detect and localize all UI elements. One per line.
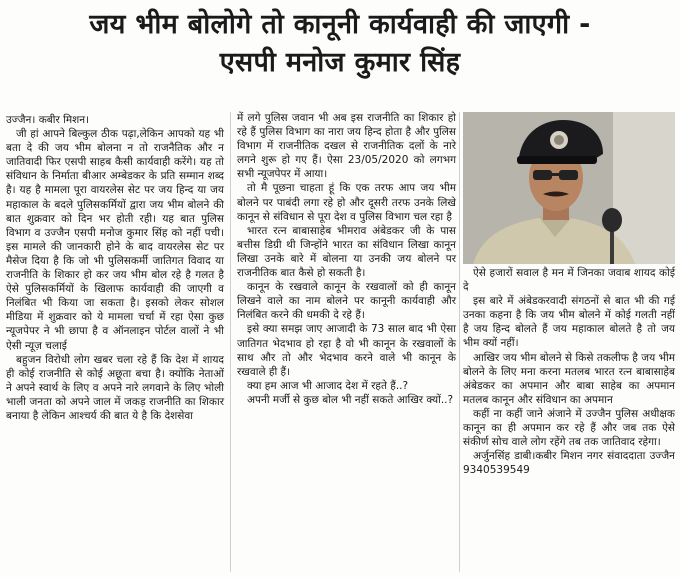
article-column-1: [6, 113, 224, 423]
paragraph: में लगे पुलिस जवान भी अब इस राजनीति का शिकार हो रहे हैं पुलिस विभाग का नारा जय हिन्द होता है और पुलिस विभाग में राजनीतिक दखल से राजनीतिक दलों के नारे लगने शुरू हो गए हैं। ऐसा 23/05/2020 को लगभग सभी न्यूजपेपर में आया।: [237, 112, 456, 181]
paragraph: इसे क्या समझ जाए आजादी के 73 साल बाद भी ऐसा जातिगत भेदभाव हो रहा है वो भी कानून के रखवालों के साथ और तो और भेदभाव करने वाले भी कानून के रखवाले ही हैं।: [237, 323, 456, 378]
column-divider: [459, 112, 460, 572]
sp-portrait-photo: [463, 112, 675, 264]
paragraph: कानून के रखवाले कानून के रखवालों को ही कानून लिखने वाले का नाम बोलने पर कानूनी कार्यवाही और निलंबित करने की धमकी दे रहे हैं।: [237, 281, 456, 322]
article-column-3: [463, 266, 675, 477]
column-divider: [230, 112, 231, 572]
paragraph: ऐसे हजारों सवाल है मन में जिनका जवाब शायद कोई दे: [463, 267, 675, 294]
paragraph: तो मै पूछना चाहता हूं कि एक तरफ आप जय भीम बोलने पर पाबंदी लगा रहे हो और दूसरी तरफ उनके लिखे कानून से संविधान से पूरा देश व पुलिस विभाग चल रहा है: [237, 182, 456, 223]
paragraph: इस बारे में अंबेडकरवादी संगठनों से बात भी की गई उनका कहना है कि जय भीम बोलने में कोई गलती नहीं है जय हिन्द बोलते हैं जय महाकाल बोलते है तो जय भीम क्यों नहीं।: [463, 295, 675, 350]
reporter-byline: अर्जुनसिंह डाबी।कबीर मिशन नगर संवाददाता उज्जैन 9340539549: [463, 450, 675, 477]
paragraph: कहीं ना कहीं जाने अंजाने में उज्जैन पुलिस अधीक्षक कानून का ही अपमान कर रहे हैं और जब तक ऐसे संकीर्ण सोच वाले लोग रहेंगे तब तक जातिवाद रहेगा।: [463, 407, 675, 449]
headline-line-1: जय भीम बोलोगे तो कानूनी कार्यवाही की जाएगी -: [89, 9, 591, 40]
paragraph: आखिर जय भीम बोलने से किसे तकलीफ है जय भीम बोलने के लिए मना करना मतलब भारत रत्न बाबासाहेब अंबेडकर का अपमान और बाबा साहेब का अपमान मतलब कानून और संविधान का अपमान: [463, 351, 675, 406]
headline-line-2: एसपी मनोज कुमार सिंह: [219, 47, 461, 78]
paragraph: जी हां आपने बिल्कुल ठीक पढ़ा,लेकिन आपको यह भी बता दे की जय भीम बोलना न तो राजनैतिक और न जातिवादी फिर एसपी साहब कैसी कार्यवाही करेंगे। यह तो संविधान के निर्माता बीआर अम्बेडकर के प्रति सम्मान शब्द है। यह है मामला पूरा वायरलेस सेट पर जय हिन्द या जय महाकाल के बदले पुलिसकर्मियों द्वारा जय भीम बोलने की बात शुक्रवार को दिन भर होती रही। यह बात पुलिस विभाग व उज्जैन एसपी मनोज कुमार सिंह को नहीं पची। इस मामले की जानकारी होने के बाद वायरलेस सेट पर मैसेज दिया है कि जो भी पुलिसकर्मी जातिगत विवाद या राजनीति के शिकार हो कर जय भीम बोल रहे है गलत है ऐसे पुलिसकर्मियों के खिलाफ कार्यवाही की जाएगी व निलंबित भी किया जा सकता है। इसको लेकर सोशल मीडिया में शुक्रवार को ये मामला चर्चा में रहा ऐसा कुछ न्यूजपेपर ने भी छापा है व ऑनलाइन पोर्टल वालों ने भी ऐसी न्यूज़ चलाई: [6, 128, 224, 352]
headline: [0, 6, 680, 82]
paragraph: भारत रत्न बाबासाहेब भीमराव अंबेडकर जी के पास बत्तीस डिग्री थी जिन्होंने भारत का संविधान लिखा कानून लिखा उनके बारे में बोलना या उनकी जय बोलने पर राजनीतिक बात कैसे हो सकती है।: [237, 224, 456, 280]
article-column-2: [237, 111, 456, 407]
officer-portrait-image: [463, 112, 675, 264]
paragraph: बहुजन विरोधी लोग खबर चला रहे हैं कि देश में शायद ही कोई राजनीति से कोई अछूता बचा है। क्योंकि नेताओं ने अपने स्वार्थ के लिए व अपने नारे लगवाने के लिए भोली भाली जनता को अपने जाल में जकड़ राजनीति का शिकार बनाया है लेकिन आश्चर्य की बात ये है कि देशसेवा: [6, 353, 224, 422]
paragraph: अपनी मर्जी से कुछ बोल भी नहीं सकते आखिर क्यों..?: [247, 393, 454, 406]
paragraph: क्या हम आज भी आजाद देश में रहते हैं..?: [247, 379, 409, 392]
dateline: उज्जैन। कबीर मिशन।: [6, 114, 90, 126]
